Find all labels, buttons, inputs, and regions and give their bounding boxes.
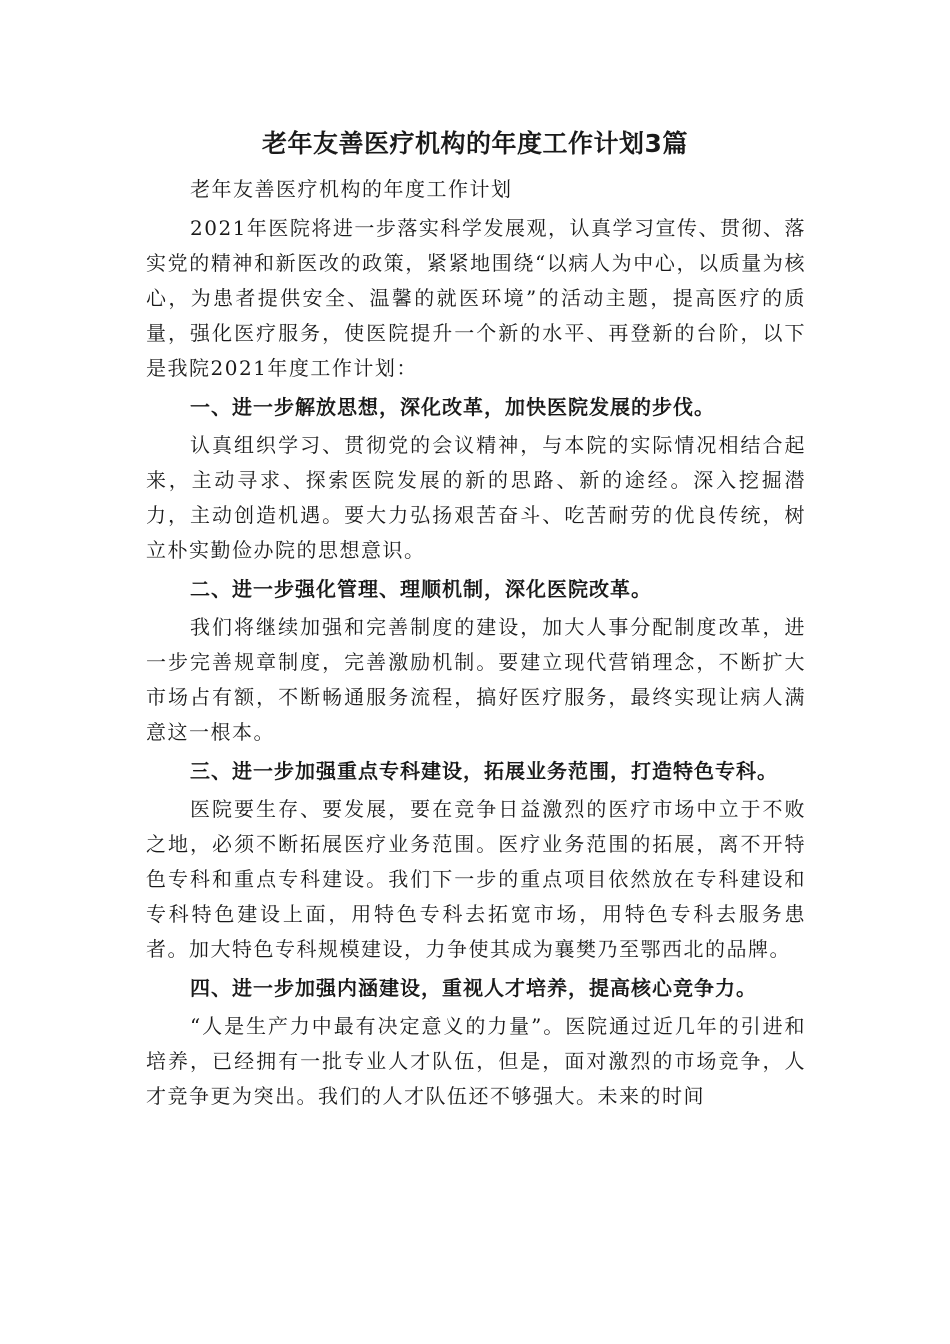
document-title: 老年友善医疗机构的年度工作计划3篇 <box>262 129 688 158</box>
document-body <box>146 172 806 1118</box>
section-paragraph-4: “人是生产力中最有决定意义的力量”。医院通过近几年的引进和培养，已经拥有一批专业人才队伍，但是，面对激烈的市场竞争，人才竞争更为突出。我们的人才队伍还不够强大。未来的时间 <box>146 1014 806 1108</box>
section-heading-2: 二、进一步强化管理、理顺机制，深化医院改革。 <box>190 577 652 601</box>
section-heading-1: 一、进一步解放思想，深化改革，加快医院发展的步伐。 <box>190 395 715 419</box>
section-paragraph-2: 我们将继续加强和完善制度的建设，加大人事分配制度改革，进一步完善规章制度，完善激励机制。要建立现代营销理念，不断扩大市场占有额，不断畅通服务流程，搞好医疗服务，最终实现让病人满意这一根本。 <box>146 615 806 744</box>
intro-paragraph: 2021年医院将进一步落实科学发展观，认真学习宣传、贯彻、落实党的精神和新医改的政策，紧紧地围绕“以病人为中心，以质量为核心，为患者提供安全、温馨的就医环境”的活动主题，提高医疗的质量，强化医疗服务，使医院提升一个新的水平、再登新的台阶，以下是我院2021年度工作计划： <box>146 216 806 380</box>
section-paragraph-3: 医院要生存、要发展，要在竞争日益激烈的医疗市场中立于不败之地，必须不断拓展医疗业务范围。医疗业务范围的拓展，离不开特色专科和重点专科建设。我们下一步的重点项目依然放在专科建设和专科特色建设上面，用特色专科去拓宽市场，用特色专科去服务患者。加大特色专科规模建设，力争使其成为襄樊乃至鄂西北的品牌。 <box>146 797 806 961</box>
document-subtitle: 老年友善医疗机构的年度工作计划 <box>190 177 513 201</box>
section-heading-4: 四、进一步加强内涵建设，重视人才培养，提高核心竞争力。 <box>190 976 757 1000</box>
section-heading-3: 三、进一步加强重点专科建设，拓展业务范围，打造特色专科。 <box>190 759 778 783</box>
section-paragraph-1: 认真组织学习、贯彻党的会议精神，与本院的实际情况相结合起来，主动寻求、探索医院发展的新的思路、新的途经。深入挖掘潜力，主动创造机遇。要大力弘扬艰苦奋斗、吃苦耐劳的优良传统，树立朴实勤俭办院的思想意识。 <box>146 433 806 562</box>
